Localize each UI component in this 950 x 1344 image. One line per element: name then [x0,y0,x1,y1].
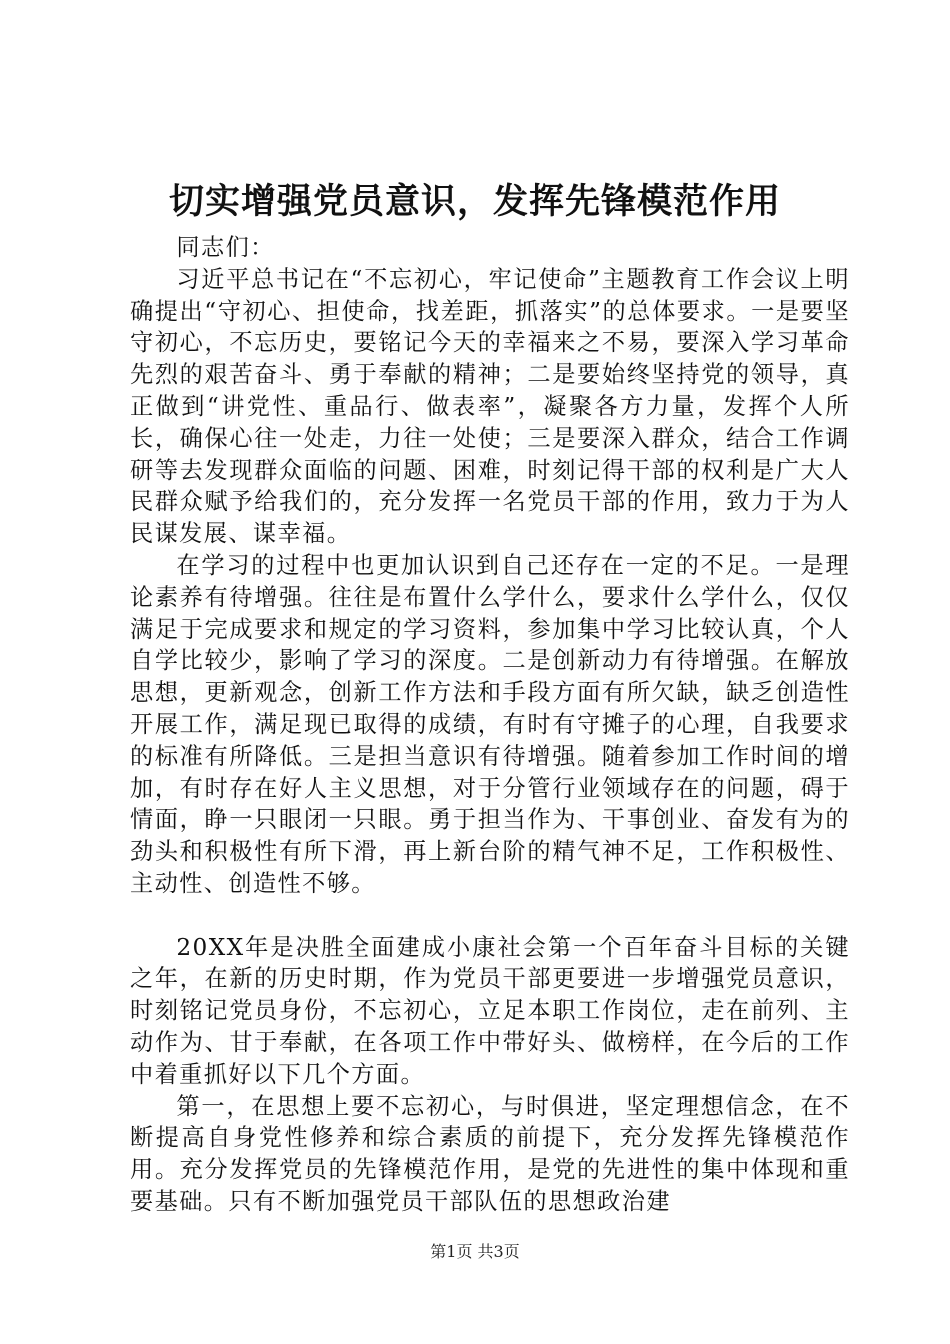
paragraph-2: 在学习的过程中也更加认识到自己还存在一定的不足。一是理论素养有待增强。往往是布置什么学什么，要求什么学什么，仅仅满足于完成要求和规定的学习资料，参加集中学习比较认真，个人自学比较少，影响了学习的深度。二是创新动力有待增强。在解放思想，更新观念，创新工作方法和手段方面有所欠缺，缺乏创造性开展工作，满足现已取得的成绩，有时有守摊子的心理，自我要求的标准有所降低。三是担当意识有待增强。随着参加工作时间的增加，有时存在好人主义思想，对于分管行业领域存在的问题，碍于情面，睁一只眼闭一只眼。勇于担当作为、干事创业、奋发有为的劲头和积极性有所下滑，再上新台阶的精气神不足，工作积极性、主动性、创造性不够。 [130,551,850,897]
paragraph-4: 第一，在思想上要不忘初心，与时俱进，坚定理想信念，在不断提高自身党性修养和综合素质的前提下，充分发挥先锋模范作用。充分发挥党员的先锋模范作用，是党的先进性的集中体现和重要基础。只有不断加强党员干部队伍的思想政治建 [130,1092,850,1215]
document-title: 切实增强党员意识，发挥先锋模范作用 [168,181,781,222]
document-body [130,232,850,1218]
salutation: 同志们： [176,234,275,261]
paragraph-1: 习近平总书记在“不忘初心，牢记使命”主题教育工作会议上明确提出“守初心、担使命，找差距，抓落实”的总体要求。一是要坚守初心，不忘历史，要铭记今天的幸福来之不易，要深入学习革命先烈的艰苦奋斗、勇于奉献的精神；二是要始终坚持党的领导，真正做到“讲党性、重品行、做表率”，凝聚各方力量，发挥个人所长，确保心往一处走，力往一处使；三是要深入群众，结合工作调研等去发现群众面临的问题、困难，时刻记得干部的权利是广大人民群众赋予给我们的，充分发挥一名党员干部的作用，致力于为人民谋发展、谋幸福。 [130,265,850,548]
page-footer [0,1240,950,1264]
paragraph-3: 20XX年是决胜全面建成小康社会第一个百年奋斗目标的关键之年，在新的历史时期，作为党员干部更要进一步增强党员意识，时刻铭记党员身份，不忘初心，立足本职工作岗位，走在前列、主动作为、甘于奉献，在各项工作中带好头、做榜样，在今后的工作中着重抓好以下几个方面。 [130,933,850,1088]
page-number: 第1页 共3页 [430,1242,520,1261]
